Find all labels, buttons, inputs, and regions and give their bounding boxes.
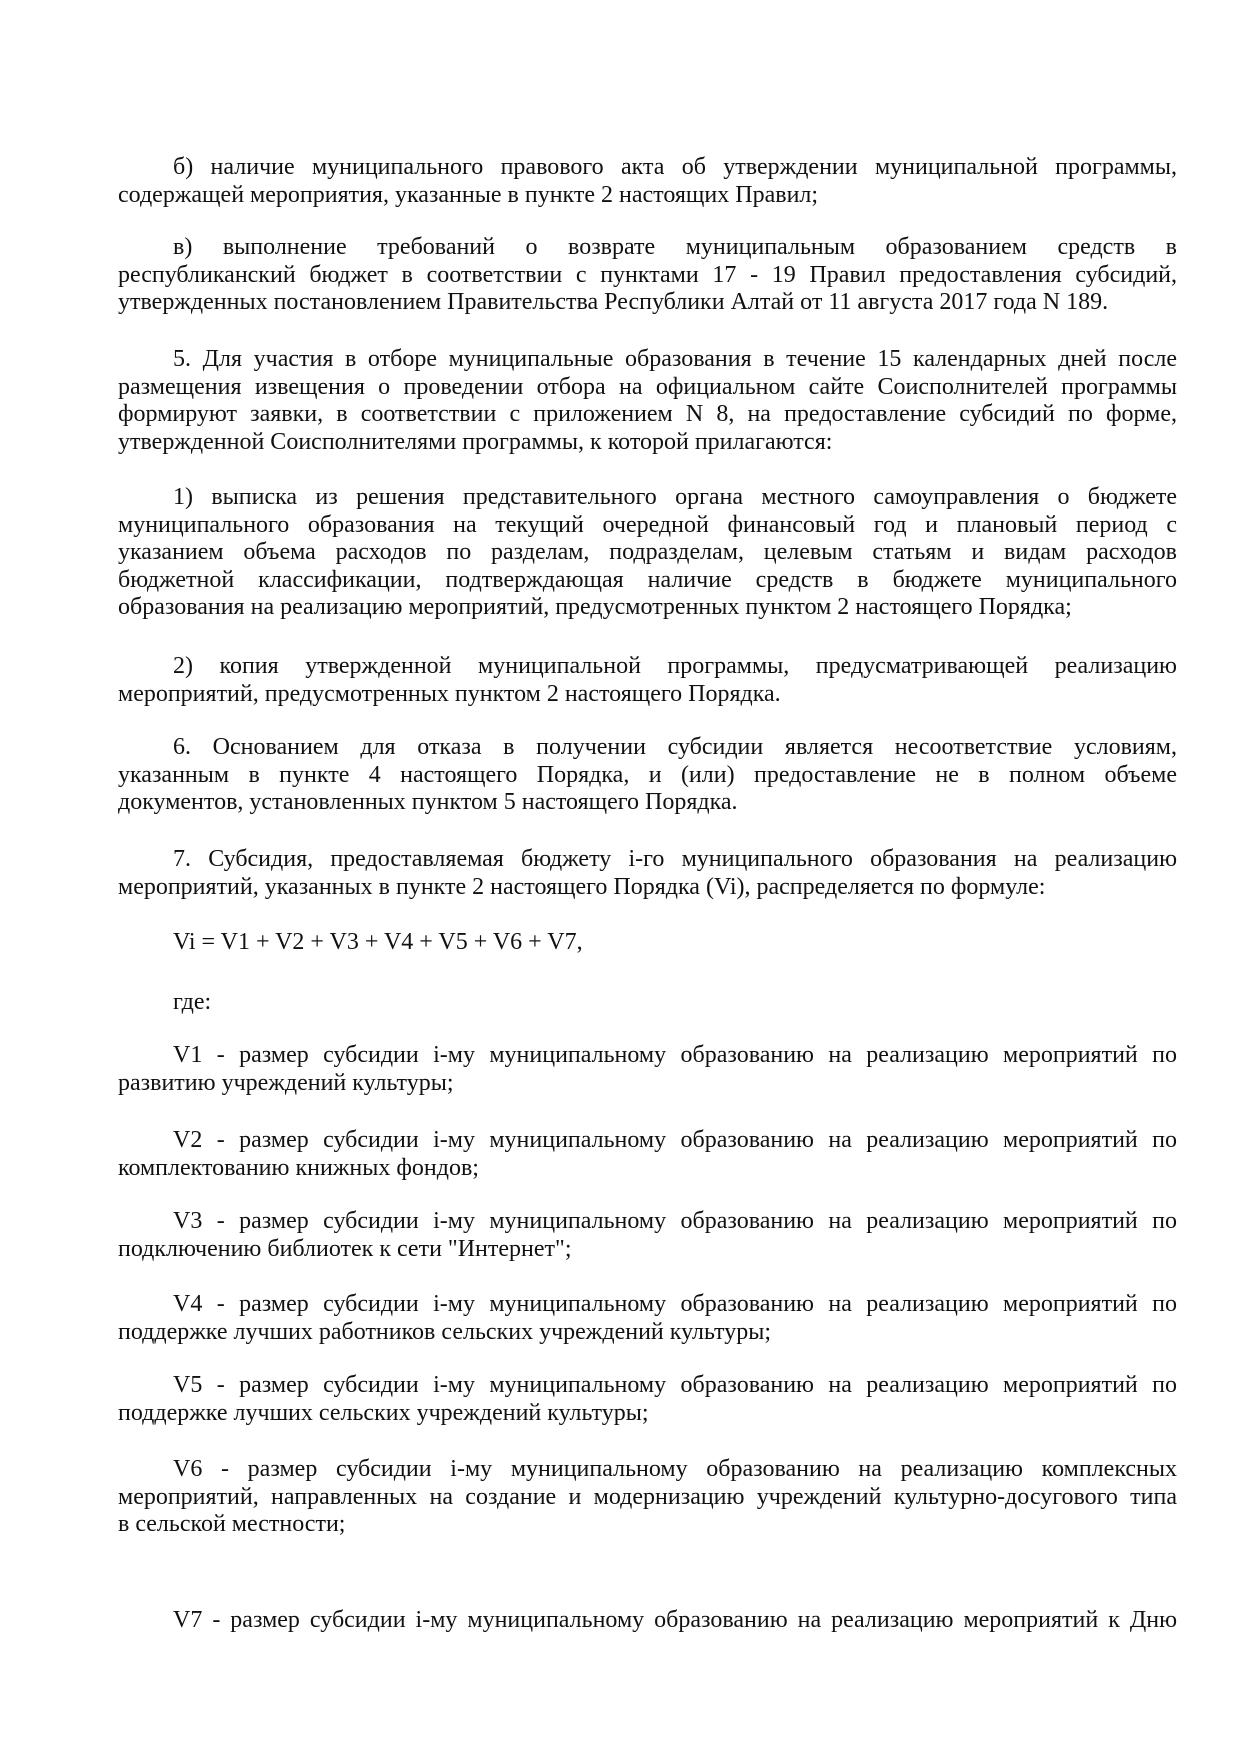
text-line: подключению библиотек к сети "Интернет";: [118, 1235, 572, 1262]
text-line: развитию учреждений культуры;: [118, 1069, 454, 1096]
paragraph-v3: [118, 1208, 1177, 1263]
text-line: V1 - размер субсидии i-му муниципальному образованию на реализацию мероприятий по: [173, 1042, 1177, 1068]
paragraph-b: [118, 154, 1177, 209]
paragraph-v4: [118, 1291, 1177, 1346]
paragraph-v7: [118, 1607, 1177, 1635]
text-line: содержащей мероприятия, указанные в пункте 2 настоящих Правил;: [118, 181, 819, 208]
text-line: мероприятий, указанных в пункте 2 настоящего Порядка (Vi), распределяется по формуле:: [118, 873, 1046, 900]
text-line: образования на реализацию мероприятий, предусмотренных пунктом 2 настоящего Порядка;: [118, 594, 1072, 620]
text-line: утвержденных постановлением Правительства Республики Алтай от 11 августа 2017 года N 189.: [118, 289, 1109, 315]
paragraph-v5: [118, 1372, 1177, 1427]
paragraph-where: [118, 989, 1177, 1017]
text-line: 5. Для участия в отборе муниципальные образования в течение 15 календарных дней после: [173, 346, 1177, 372]
text-line: 7. Субсидия, предоставляемая бюджету i-го муниципального образования на реализацию: [173, 846, 1177, 872]
text-line: в сельской местности;: [118, 1511, 346, 1537]
text-line: поддержке лучших работников сельских учреждений культуры;: [118, 1318, 772, 1345]
paragraph-v2: [118, 1127, 1177, 1182]
text-line: указанным в пункте 4 настоящего Порядка, и (или) предоставление не в полном объеме: [118, 761, 1177, 788]
paragraph-p7: [118, 846, 1177, 901]
paragraph-formula: [118, 929, 1177, 957]
text-line: 6. Основанием для отказа в получении субсидии является несоответствие условиям,: [173, 734, 1177, 760]
text-line: утвержденной Соисполнителями программы, к которой прилагаются:: [118, 428, 833, 455]
text-line: V6 - размер субсидии i-му муниципальному образованию на реализацию комплексных: [173, 1456, 1177, 1482]
paragraph-v: [118, 234, 1177, 317]
paragraph-p5: [118, 346, 1177, 456]
text-line: V7 - размер субсидии i-му муниципальному образованию на реализацию мероприятий к Дню: [173, 1607, 1177, 1633]
paragraph-p5-2: [118, 653, 1177, 708]
text-line: бюджетной классификации, подтверждающая наличие средств в бюджете муниципального: [118, 566, 1177, 593]
text-line: поддержке лучших сельских учреждений культуры;: [118, 1399, 649, 1426]
text-line: 1) выписка из решения представительного органа местного самоуправления о бюджете: [173, 484, 1177, 510]
text-line: б) наличие муниципального правового акта об утверждении муниципальной программы,: [173, 154, 1177, 180]
text-line: V4 - размер субсидии i-му муниципальному образованию на реализацию мероприятий по: [173, 1291, 1177, 1317]
paragraph-v6: [118, 1456, 1177, 1539]
text-line: V3 - размер субсидии i-му муниципальному образованию на реализацию мероприятий по: [173, 1208, 1177, 1234]
text-line: Vi = V1 + V2 + V3 + V4 + V5 + V6 + V7,: [173, 929, 583, 955]
text-line: республиканский бюджет в соответствии с пунктами 17 - 19 Правил предоставления субсидий,: [118, 261, 1177, 288]
text-line: указанием объема расходов по разделам, подразделам, целевым статьям и видам расходов: [118, 539, 1177, 565]
text-line: комплектованию книжных фондов;: [118, 1154, 479, 1181]
text-line: в) выполнение требований о возврате муниципальным образованием средств в: [173, 234, 1177, 260]
text-line: мероприятий, предусмотренных пунктом 2 настоящего Порядка.: [118, 680, 781, 707]
text-line: муниципального образования на текущий очередной финансовый год и плановый период с: [118, 511, 1177, 538]
text-line: 2) копия утвержденной муниципальной программы, предусматривающей реализацию: [173, 653, 1177, 679]
text-line: документов, установленных пунктом 5 настоящего Порядка.: [118, 789, 738, 815]
text-line: V5 - размер субсидии i-му муниципальному образованию на реализацию мероприятий по: [173, 1372, 1177, 1398]
text-line: размещения извещения о проведении отбора на официальном сайте Соисполнителей программы: [118, 373, 1177, 400]
text-line: мероприятий, направленных на создание и модернизацию учреждений культурно-досугового типа: [118, 1483, 1177, 1510]
paragraph-p5-1: [118, 484, 1177, 622]
text-line: где:: [173, 989, 212, 1015]
paragraph-p6: [118, 734, 1177, 817]
text-line: V2 - размер субсидии i-му муниципальному образованию на реализацию мероприятий по: [173, 1127, 1177, 1153]
paragraph-v1: [118, 1042, 1177, 1097]
text-line: формируют заявки, в соответствии с приложением N 8, на предоставление субсидий по форме,: [118, 401, 1177, 427]
